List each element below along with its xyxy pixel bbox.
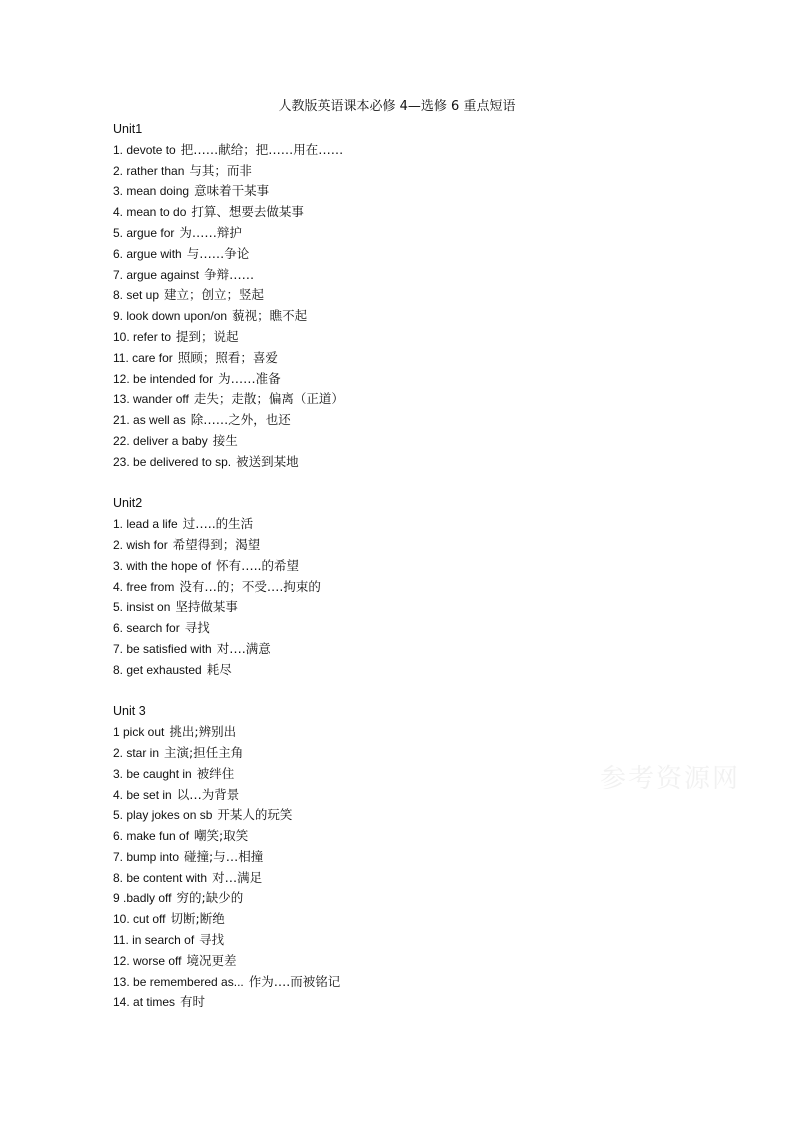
phrase-meaning: 对…满足	[212, 869, 263, 885]
phrase-item	[113, 972, 753, 993]
phrase-term: 14. at times	[113, 995, 176, 1010]
phrase-item	[113, 348, 753, 369]
phrase-term: 9 .badly off	[113, 891, 172, 906]
phrase-item	[113, 161, 753, 182]
phrase-term: 3. with the hope of	[113, 558, 212, 573]
phrase-meaning: 寻找	[199, 932, 225, 948]
phrase-meaning: 与……争论	[186, 245, 250, 261]
phrase-term: 12. be intended for	[113, 371, 214, 386]
phrase-meaning: 以…为背景	[176, 786, 240, 802]
phrase-term: 13. wander off	[113, 392, 189, 407]
phrase-item	[113, 826, 753, 847]
phrase-term: 2. rather than	[113, 163, 185, 178]
phrase-term: 22. deliver a baby	[113, 433, 208, 448]
phrase-term: 7. bump into	[113, 849, 180, 864]
phrase-term: 9. look down upon/on	[113, 309, 228, 324]
phrase-meaning: 挑出;辨别出	[169, 724, 237, 740]
phrase-term: 2. wish for	[113, 537, 168, 552]
phrase-meaning: 开某人的玩笑	[217, 807, 293, 823]
phrase-term: 1 pick out	[113, 725, 165, 740]
phrase-item	[113, 223, 753, 244]
phrase-item	[113, 244, 753, 265]
phrase-meaning: 为……准备	[218, 370, 281, 386]
phrase-item	[113, 597, 753, 618]
phrase-item	[113, 389, 753, 410]
phrase-meaning: 寻找	[184, 620, 210, 636]
phrase-meaning: 嘲笑;取笑	[194, 828, 249, 844]
phrase-meaning: 除……之外，也还	[190, 412, 291, 428]
phrase-meaning: 藐视；瞧不起	[232, 308, 308, 324]
phrase-term: 4. free from	[113, 579, 175, 594]
phrase-term: 10. cut off	[113, 912, 166, 927]
phrase-item	[113, 265, 753, 286]
phrase-item	[113, 930, 753, 951]
phrase-meaning: 坚持做某事	[175, 599, 238, 615]
phrase-term: 7. argue against	[113, 267, 200, 282]
phrase-item	[113, 306, 753, 327]
phrase-term: 23. be delivered to sp.	[113, 454, 232, 469]
phrase-term: 4. be set in	[113, 787, 172, 802]
phrase-term: 3. be caught in	[113, 766, 192, 781]
phrase-item	[113, 181, 753, 202]
phrase-term: 2. star in	[113, 745, 160, 760]
phrase-item	[113, 369, 753, 390]
phrase-meaning: 境况更差	[186, 952, 237, 968]
phrase-list	[113, 119, 753, 1013]
phrase-meaning: 与其；而非	[189, 162, 252, 178]
phrase-item	[113, 202, 753, 223]
phrase-item	[113, 992, 753, 1013]
phrase-item	[113, 577, 753, 598]
phrase-meaning: 照顾；照看；喜爱	[177, 349, 278, 365]
phrase-item	[113, 514, 753, 535]
phrase-term: 6. search for	[113, 621, 180, 636]
phrase-term: 5. play jokes on sb	[113, 808, 213, 823]
phrase-term: 7. be satisfied with	[113, 641, 212, 656]
phrase-item	[113, 535, 753, 556]
phrase-meaning: 作为….而被铭记	[248, 973, 341, 989]
phrase-term: 21. as well as	[113, 413, 186, 428]
phrase-meaning: 争辩……	[204, 266, 255, 282]
phrase-meaning: 主演;担任主角	[164, 744, 244, 760]
watermark: 参考资源网	[600, 764, 741, 794]
phrase-term: 6. make fun of	[113, 829, 190, 844]
phrase-item	[113, 909, 753, 930]
phrase-item	[113, 888, 753, 909]
phrase-term: 3. mean doing	[113, 184, 190, 199]
phrase-item	[113, 868, 753, 889]
phrase-item	[113, 722, 753, 743]
phrase-item	[113, 452, 753, 473]
phrase-item	[113, 805, 753, 826]
unit-heading: Unit2	[113, 496, 143, 511]
phrase-meaning: 打算、想要去做某事	[191, 204, 304, 220]
phrase-term: 5. argue for	[113, 225, 175, 240]
phrase-term: 4. mean to do	[113, 205, 187, 220]
phrase-meaning: 意味着干某事	[194, 183, 270, 199]
phrase-item	[113, 410, 753, 431]
phrase-item	[113, 431, 753, 452]
phrase-meaning: 怀有…..的希望	[216, 557, 300, 573]
phrase-meaning: 被送到某地	[236, 453, 299, 469]
phrase-item	[113, 140, 753, 161]
phrase-term: 11. care for	[113, 350, 173, 365]
phrase-meaning: 把……献给；把……用在……	[180, 141, 344, 157]
phrase-item	[113, 639, 753, 660]
phrase-meaning: 被绊住	[196, 765, 235, 781]
phrase-term: 8. be content with	[113, 870, 208, 885]
section-spacer	[113, 473, 753, 494]
phrase-meaning: 提到；说起	[176, 328, 239, 344]
phrase-item	[113, 951, 753, 972]
phrase-item	[113, 285, 753, 306]
phrase-term: 10. refer to	[113, 329, 172, 344]
phrase-meaning: 有时	[180, 994, 206, 1010]
phrase-meaning: 穷的;缺少的	[176, 890, 244, 906]
unit-heading: Unit1	[113, 122, 143, 136]
phrase-meaning: 接生	[212, 432, 238, 448]
phrase-term: 5. insist on	[113, 600, 171, 615]
document-title: 人教版英语课本必修 4—选修 6 重点短语	[278, 99, 516, 114]
phrase-meaning: 建立；创立；竖起	[164, 287, 265, 303]
unit-heading: Unit 3	[113, 704, 146, 719]
phrase-term: 13. be remembered as...	[113, 974, 244, 989]
phrase-term: 11. in search of	[113, 933, 195, 948]
phrase-item	[113, 660, 753, 681]
phrase-meaning: 对….满意	[216, 640, 271, 656]
phrase-meaning: 没有…的；不受….拘束的	[179, 578, 321, 594]
phrase-meaning: 希望得到；渴望	[172, 536, 261, 552]
phrase-term: 12. worse off	[113, 953, 182, 968]
phrase-meaning: 走失；走散；偏离（正道）	[193, 391, 344, 407]
phrase-item	[113, 847, 753, 868]
phrase-term: 1. devote to	[113, 142, 176, 157]
phrase-item	[113, 556, 753, 577]
phrase-term: 8. set up	[113, 288, 160, 303]
phrase-meaning: 碰撞;与…相撞	[184, 848, 264, 864]
phrase-meaning: 过…..的生活	[182, 516, 254, 532]
phrase-meaning: 切断;断绝	[170, 911, 225, 927]
section-spacer	[113, 681, 753, 702]
phrase-meaning: 为……辩护	[179, 224, 242, 240]
phrase-term: 8. get exhausted	[113, 662, 202, 677]
phrase-item	[113, 618, 753, 639]
phrase-meaning: 耗尽	[206, 661, 232, 677]
phrase-term: 6. argue with	[113, 246, 182, 261]
phrase-item	[113, 327, 753, 348]
phrase-term: 1. lead a life	[113, 517, 178, 532]
